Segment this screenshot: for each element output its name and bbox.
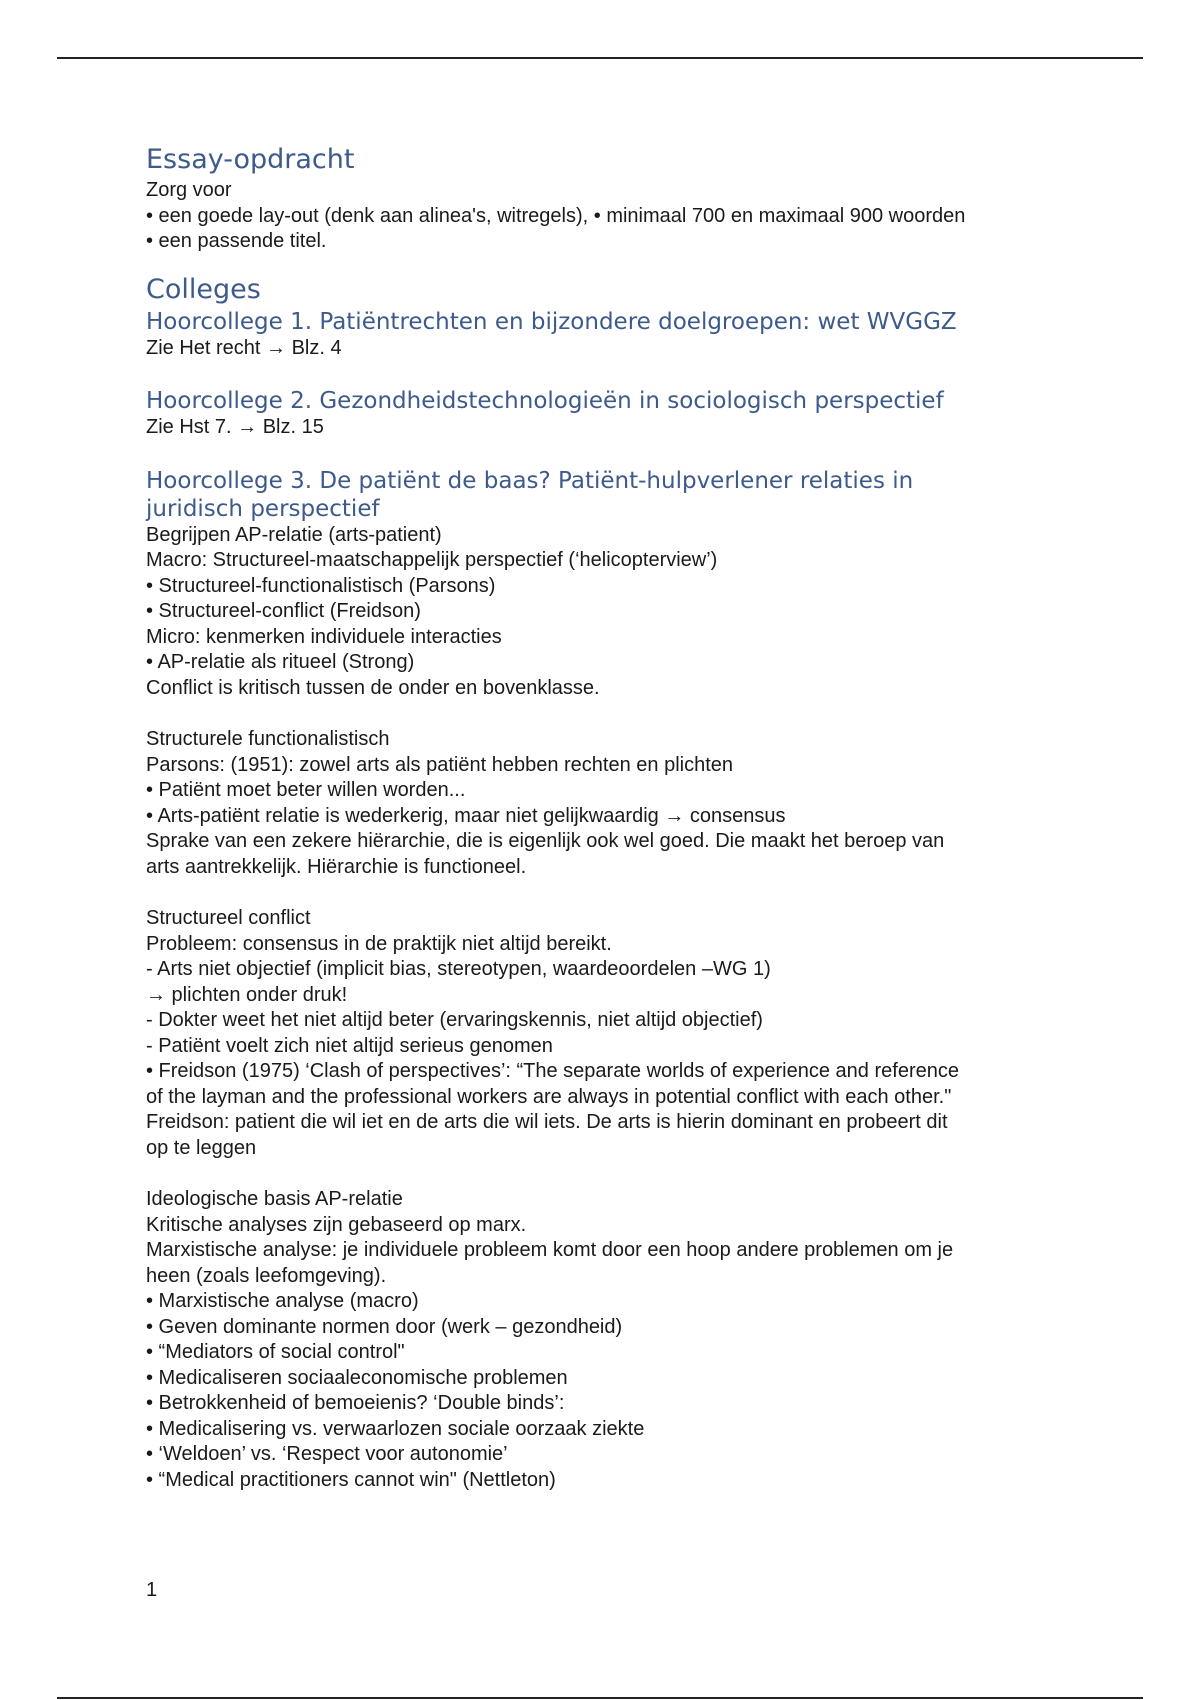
hc3-block-ideologische-basis xyxy=(146,1187,1076,1493)
document-body xyxy=(146,142,1076,1493)
text-line: Marxistische analyse: je individuele probleem komt door een hoop andere problemen om je xyxy=(146,1239,954,1261)
text-line: op te leggen xyxy=(146,1136,257,1159)
text-line: • Medicalisering vs. verwaarlozen sociale oorzaak ziekte xyxy=(146,1417,645,1440)
hc3-block-ap-relatie xyxy=(146,523,1076,702)
text-line: Probleem: consensus in de praktijk niet altijd bereikt. xyxy=(146,932,612,955)
text-line: Begrijpen AP-relatie (arts-patient) xyxy=(146,523,442,546)
text-line: Freidson: patient die wil iet en de arts die wil iets. De arts is hierin dominant en probeert dit xyxy=(146,1111,948,1133)
text-line: heen (zoals leefomgeving). xyxy=(146,1264,387,1287)
text-line: • ‘Weldoen’ vs. ‘Respect voor autonomie’ xyxy=(146,1443,508,1465)
text-line: • Structureel-conflict (Freidson) xyxy=(146,600,421,622)
text-line: Conflict is kritisch tussen de onder en bovenklasse. xyxy=(146,676,600,699)
hc1-text: Zie Het recht → Blz. 4 xyxy=(146,336,342,359)
text-line: Ideologische basis AP-relatie xyxy=(146,1188,403,1210)
text-line: arts aantrekkelijk. Hiërarchie is functioneel. xyxy=(146,855,527,878)
hc2-heading: Hoorcollege 2. Gezondheidstechnologieën in sociologisch perspectief xyxy=(146,388,944,414)
colleges-heading: Colleges xyxy=(146,273,261,305)
text-line: • Geven dominante normen door (werk – gezondheid) xyxy=(146,1315,623,1338)
text-line: Sprake van een zekere hiërarchie, die is eigenlijk ook wel goed. Die maakt het beroep van xyxy=(146,830,945,852)
hc3-heading-line2: juridisch perspectief xyxy=(146,495,380,522)
text-line: → plichten onder druk! xyxy=(146,983,348,1006)
essay-heading: Essay-opdracht xyxy=(146,144,355,175)
essay-line: • een passende titel. xyxy=(146,230,327,252)
page-number: 1 xyxy=(146,1579,158,1601)
hc3-block-conflict xyxy=(146,906,1076,1161)
text-line: • “Medical practitioners cannot win" (Nettleton) xyxy=(146,1468,556,1491)
text-line: - Patiënt voelt zich niet altijd serieus genomen xyxy=(146,1034,553,1057)
text-line: Structurele functionalistisch xyxy=(146,728,390,750)
text-line: - Arts niet objectief (implicit bias, stereotypen, waardeoordelen –WG 1) xyxy=(146,958,771,980)
text-line: Micro: kenmerken individuele interacties xyxy=(146,625,502,648)
text-line: of the layman and the professional workers are always in potential conflict with each other." xyxy=(146,1085,952,1108)
text-line: • “Mediators of social control" xyxy=(146,1341,405,1363)
footer-rule xyxy=(57,1697,1143,1699)
text-line: • Betrokkenheid of bemoeienis? ‘Double binds’: xyxy=(146,1392,565,1414)
text-line: • Freidson (1975) ‘Clash of perspectives’: “The separate worlds of experience and reference xyxy=(146,1060,959,1082)
header-rule xyxy=(57,57,1143,59)
essay-list xyxy=(146,178,1076,255)
text-line: Macro: Structureel-maatschappelijk perspectief (‘helicopterview’) xyxy=(146,549,718,571)
text-line: Structureel conflict xyxy=(146,907,311,929)
essay-line: • een goede lay-out (denk aan alinea's, witregels), • minimaal 700 en maximaal 900 woorden xyxy=(146,204,966,227)
text-line: • Structureel-functionalistisch (Parsons) xyxy=(146,574,496,597)
hc2-text: Zie Hst 7. → Blz. 15 xyxy=(146,416,324,438)
text-line: • Medicaliseren sociaaleconomische problemen xyxy=(146,1366,568,1389)
text-line: Kritische analyses zijn gebaseerd op marx. xyxy=(146,1213,527,1236)
essay-line: Zorg voor xyxy=(146,179,232,201)
text-line: • Patiënt moet beter willen worden... xyxy=(146,779,466,801)
text-line: - Dokter weet het niet altijd beter (ervaringskennis, niet altijd objectief) xyxy=(146,1009,763,1031)
text-line: Parsons: (1951): zowel arts als patiënt hebben rechten en plichten xyxy=(146,753,734,776)
text-line: • Marxistische analyse (macro) xyxy=(146,1290,419,1312)
hc3-block-functionalistisch xyxy=(146,727,1076,880)
text-line: • Arts-patiënt relatie is wederkerig, maar niet gelijkwaardig → consensus xyxy=(146,804,786,827)
hc3-heading-line1: Hoorcollege 3. De patiënt de baas? Patiënt-hulpverlener relaties in xyxy=(146,467,914,494)
text-line: • AP-relatie als ritueel (Strong) xyxy=(146,651,415,673)
hc1-heading: Hoorcollege 1. Patiëntrechten en bijzondere doelgroepen: wet WVGGZ xyxy=(146,308,957,335)
